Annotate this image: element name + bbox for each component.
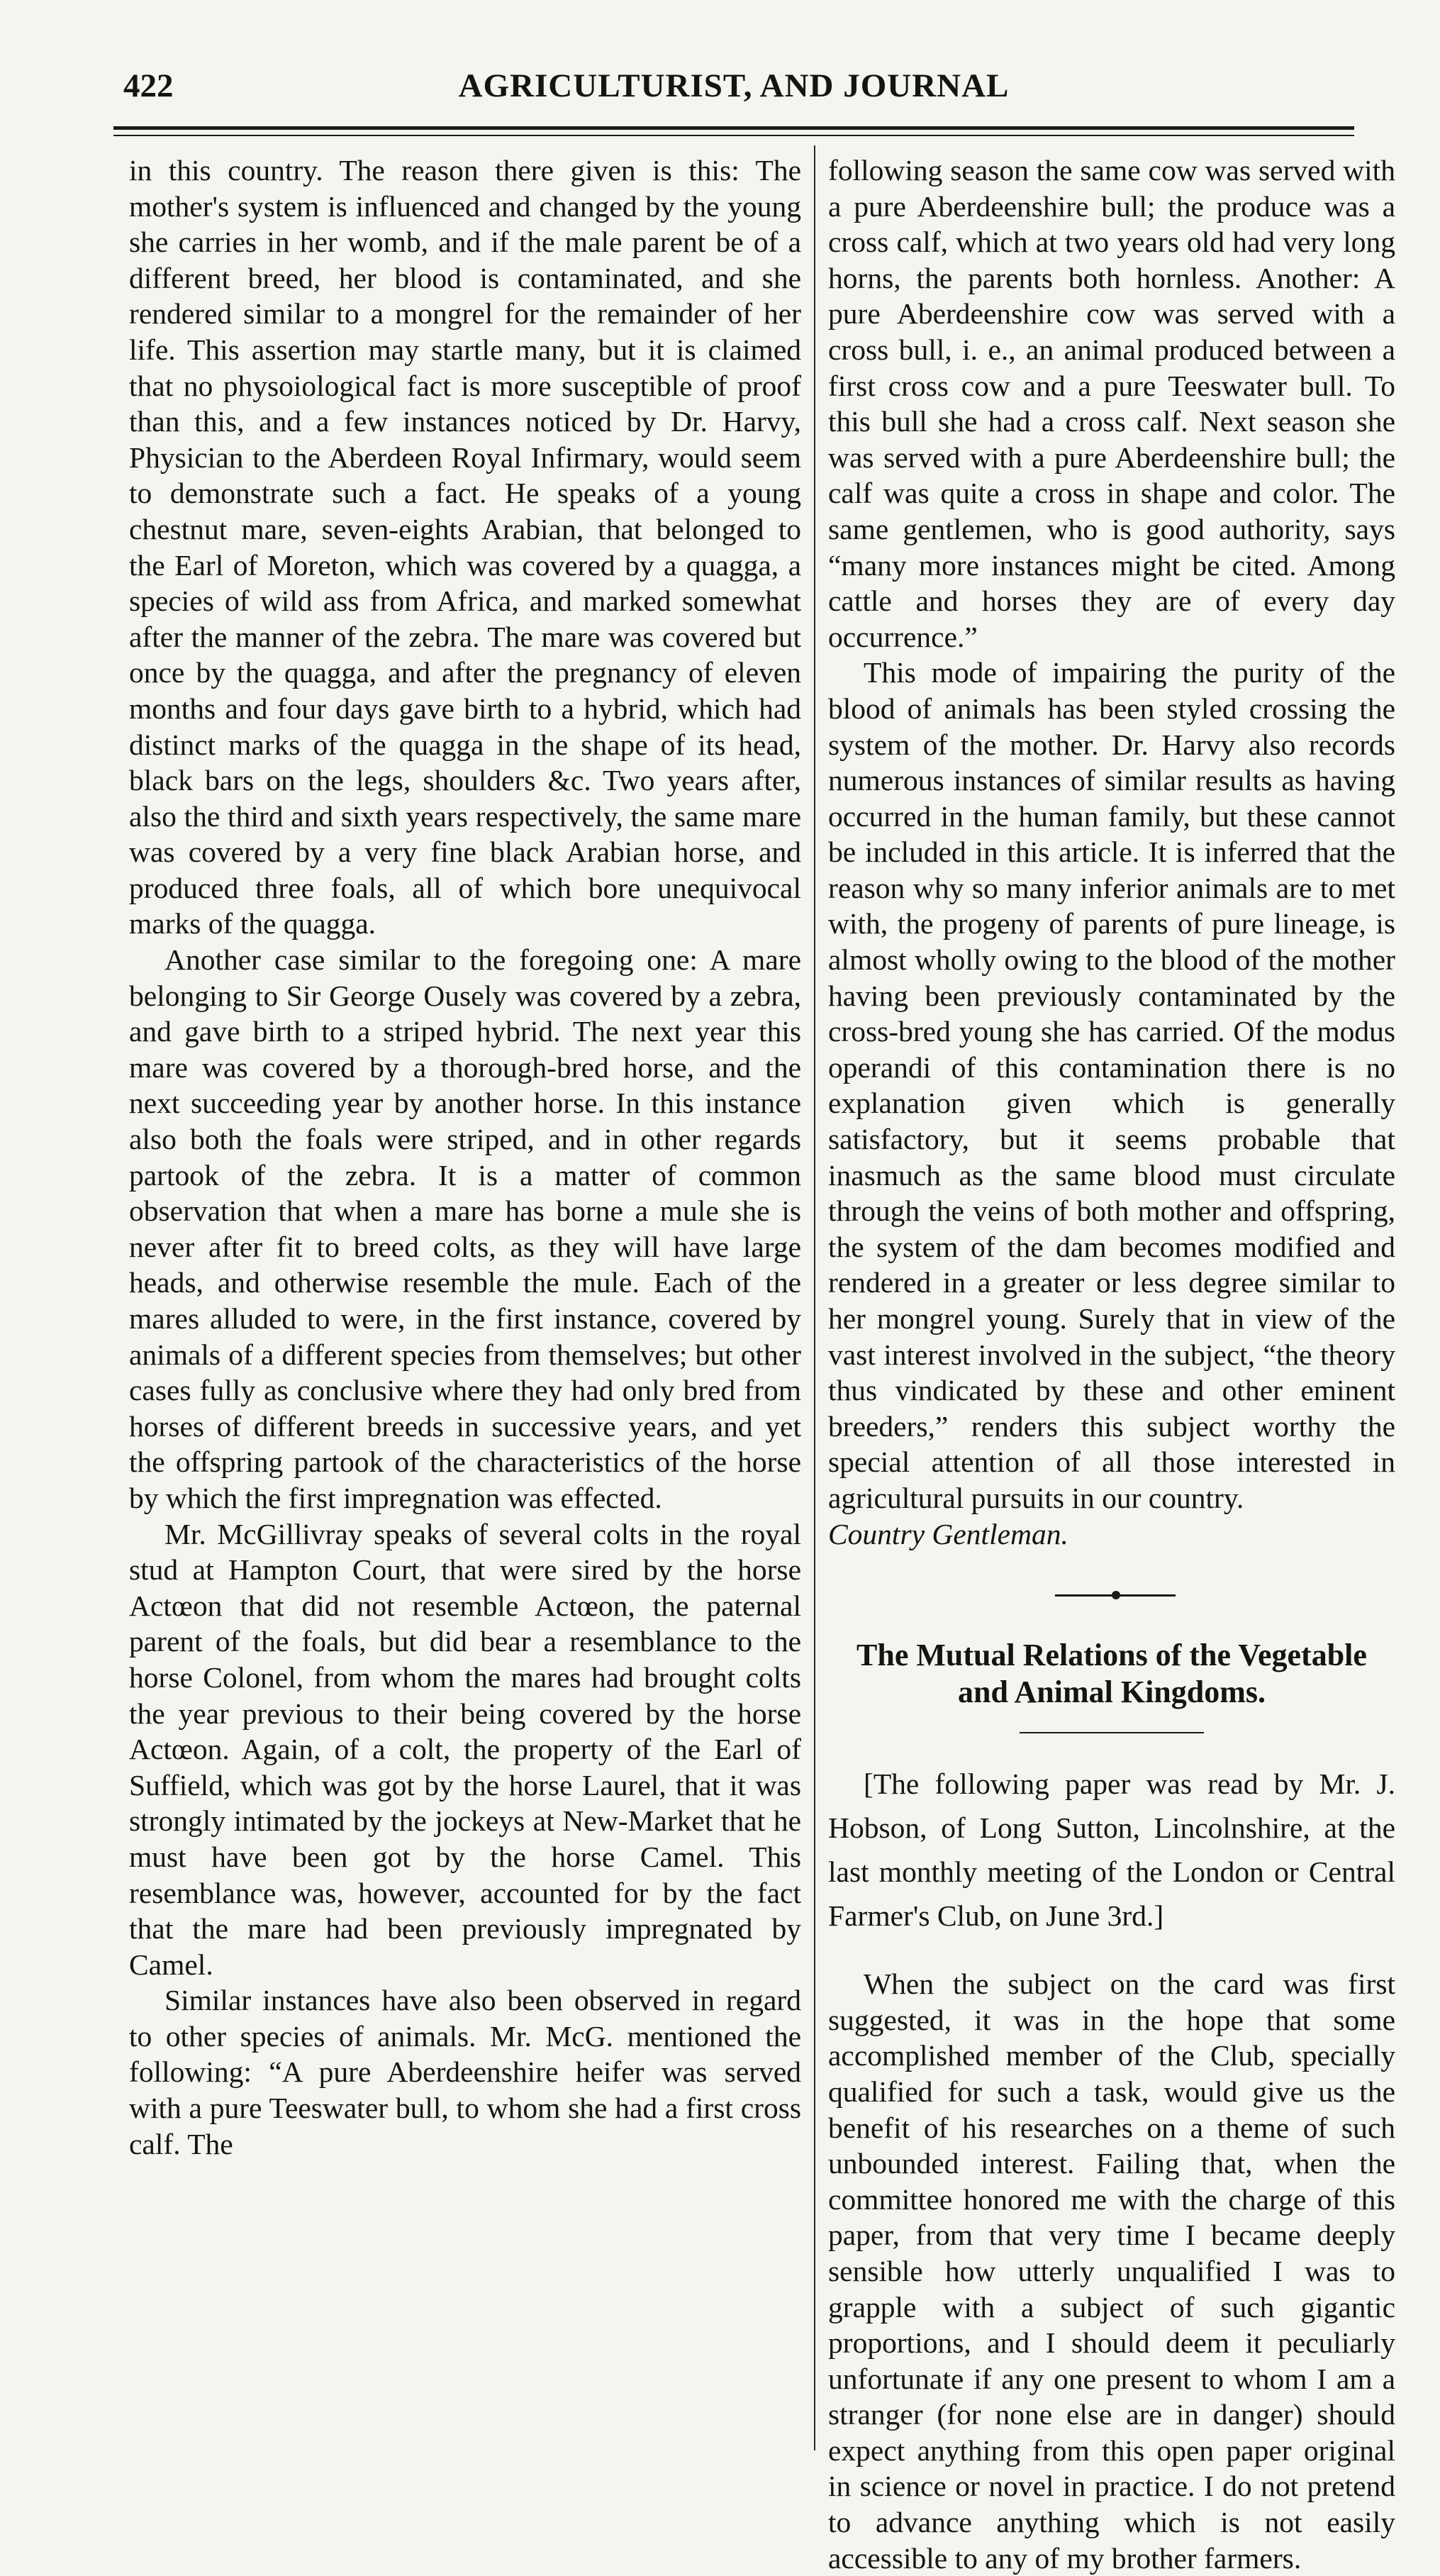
right-paragraph-2: This mode of impairing the purity of the blood of animals has been styled crossing the system of the mother. Dr. Harvy also records numerous instances of similar results as having occurred in the human family, but these cannot be included in this article. It is inferred that the reason why so many inferior animals are to met with, the progeny of parents of pure lineage, is almost wholly owing to the blood of the mother having been previously contaminated by the cross-bred young she has carried. Of the modus operandi of this contamination there is no explanation given which is generally satisfactory, but it seems probable that inasmuch as the same blood must circulate through the veins of both mother and offspring, the system of the dam becomes modified and rendered in a greater or less degree similar to her mongrel young. Surely that in view of the vast interest involved in the subject, “the theory thus vindicated by these and other eminent breeders,” renders this subject worthy the special attention of all those interested in agricultural pursuits in our country. — [828, 656, 1395, 1514]
header-rule-thin — [113, 135, 1354, 136]
left-paragraph-4: Similar instances have also been observed in regard to other species of animals. Mr. McG. mentioned the following: “A pure Aberdeenshire heifer was served with a pure Teeswater bull, to whom she had a first cross calf. The — [129, 1984, 801, 2160]
running-title: AGRICULTURIST, AND JOURNAL — [458, 67, 1010, 104]
title-underline — [1020, 1732, 1204, 1733]
right-paragraph-1: following season the same cow was served with a pure Aberdeenshire bull; the produce was a cross calf, which at two years old had very long horns, the parents both hornless. Another: A pure Aberdeenshire cow was served with a cross bull, i. e., an animal produced between a first cross cow and a pure Teeswater bull. To this bull she had a cross calf. Next season she was served with a pure Aberdeenshire bull; the calf was quite a cross in shape and color. The same gentlemen, who is good authority, says “many more instances might be cited. Among cattle and horses they are of every day occurrence.” — [828, 154, 1395, 653]
article-intro-note: [The following paper was read by Mr. J. Hobson, of Long Sutton, Lincolnshire, at the last monthly meeting of the London or Central Farmer's Club, on June 3rd.] — [828, 1767, 1395, 1933]
column-divider — [814, 145, 815, 2450]
right-column — [828, 152, 1395, 2576]
page-header — [113, 64, 1354, 121]
left-paragraph-2: Another case similar to the foregoing one: A mare belonging to Sir George Ousely was covered by a zebra, and gave birth to a striped hybrid. The next year this mare was covered by a thorough-bred horse, and the next succeeding year by another horse. In this instance also both the foals were striped, and in other regards partook of the zebra. It is a matter of common observation that when a mare has borne a mule she is never after fit to breed colts, as they will have large heads, and otherwise resemble the mule. Each of the mares alluded to were, in the first instance, covered by animals of a different species from themselves; but other cases fully as conclusive where they had only bred from horses of different breeds in successive years, and yet the offspring partook of the characteristics of the horse by which the first impregnation was effected. — [129, 943, 801, 1514]
section-ornament — [828, 1552, 1395, 1637]
article-body: When the subject on the card was first suggested, it was in the hope that some accomplished member of the Club, specially qualified for such a task, would give us the benefit of his researches on a theme of such unbounded interest. Failing that, when the committee honored me with the charge of this paper, from that very time I became deeply sensible how utterly unqualified I was to grapple with a subject of such gigantic proportions, and I should deem it peculiarly unfortunate if any one present to whom I am a stranger (for none else are in danger) should expect anything from this open paper original in science or novel in practice. I do not pretend to advance anything which is not easily accessible to any of my brother farmers. — [828, 1967, 1395, 2575]
left-column — [129, 152, 801, 2162]
source-credit: Country Gentleman. — [828, 1517, 1068, 1550]
article-title: The Mutual Relations of the Vegetable and Animal Kingdoms. — [856, 1638, 1367, 1710]
left-paragraph-3: Mr. McGillivray speaks of several colts in the royal stud at Hampton Court, that were sired by the horse Actœon that did not resemble Actœon, the paternal parent of the foals, but did bear a resemblance to the horse Colonel, from whom the mares had brought colts the year previous to their being covered by the horse Actœon. Again, of a colt, the property of the Earl of Suffield, which was got by the horse Laurel, that it was strongly intimated by the jockeys at New-Market that he must have been got by the horse Camel. This resemblance was, however, accounted for by the fact that the mare had been previously impregnated by Camel. — [129, 1517, 801, 1981]
left-paragraph-1: in this country. The reason there given is this: The mother's system is influenced and changed by the young she carries in her womb, and if the male parent be of a different breed, her blood is contaminated, and she rendered similar to a mongrel for the remainder of her life. This assertion may startle many, but it is claimed that no physoiological fact is more susceptible of proof than this, and a few instances noticed by Dr. Harvy, Physician to the Aberdeen Royal Infirmary, would seem to demonstrate such a fact. He speaks of a young chestnut mare, seven-eights Arabian, that belonged to the Earl of Moreton, which was covered by a quagga, a species of wild ass from Africa, and marked somewhat after the manner of the zebra. The mare was covered but once by the quagga, and after the pregnancy of eleven months and four days gave birth to a hybrid, which had distinct marks of the quagga in the shape of its head, black bars on the legs, shoulders &c. Two years after, also the third and sixth years respectively, the same mare was covered by a very fine black Arabian horse, and produced three foals, all of which bore unequivocal marks of the quagga. — [129, 154, 801, 940]
header-rule-thick — [113, 126, 1354, 130]
ornament-dot — [1112, 1591, 1120, 1599]
page-number: 422 — [123, 67, 174, 104]
